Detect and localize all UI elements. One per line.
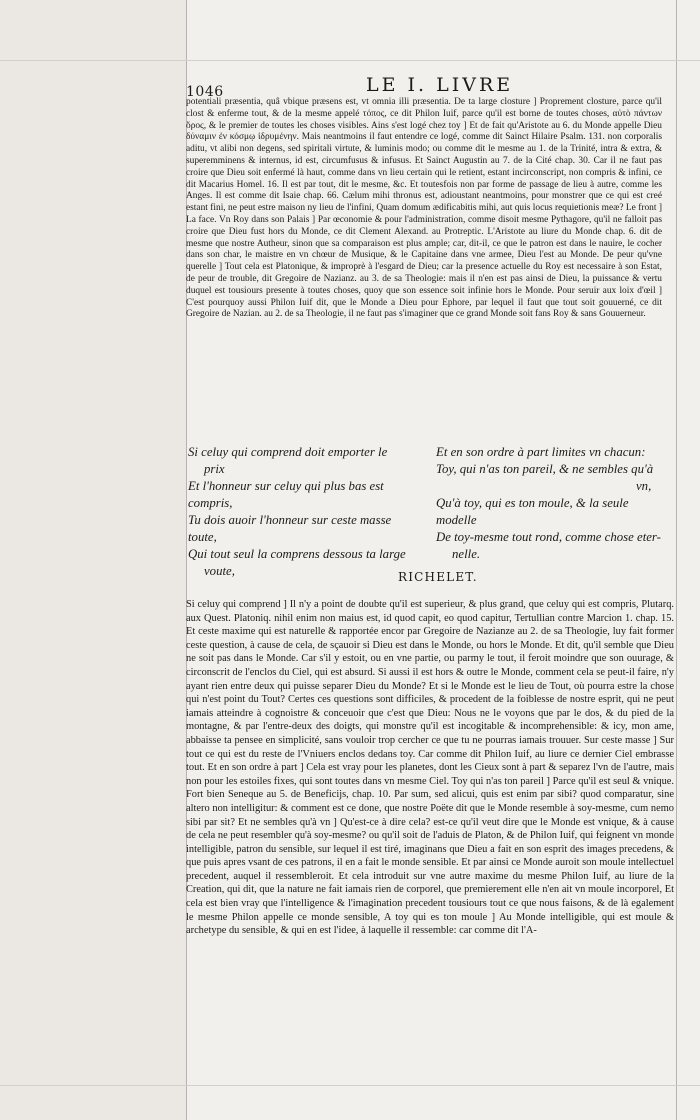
commentary-paragraph: potentiali præsentia, quâ vbique præsens est, vt omnia illi præsentia. De ta large closture ] Proprement closture, parce qu'il clost & enferme tout, & de la mesme appelé τόπος, ce dit Philon Iuif, parce qu'il est borne de toutes choses, αὐτὸ πάντων ὅρος, & le premier de toutes les choses visibles. Ains s'est logé chez toy ] Et de fait qu'Aristote au 6. du Monde appelle Dieu δύναμιν ἐν κόσμῳ ἱδρυμένην. Mais neantmoins il faut entendre ce logé, comme dit Sainct Hilaire Psalm. 131. non corporalis aditu, vt alibi non degens, sed spiritali virtute, & luminis modo; ou comme dit le mesme au 1. de la Trinité, intra & extra, & superemminens & internus, id est, circumfusus & infusus. Et Sainct Augustin au 7. de la Cité chap. 30. Car il ne faut pas croire que Dieu soit enfermé là haut, comme dans vn lieu certain qui le retient, estant incirconscript, non compris & infini, ce dit Macarius Homel. 16. Il est par tout, dit le mesme, &c. Et toutesfois non par forme de passage de lieu à autre, comme les Anges. Il est comme dit Isaie chap. 66. Cælum mihi thronus est, adioustant neantmoins, pour monstrer que ce qui est creé estant fini, ne peut estre maison ny lieu de l'infini, Quam domum ædificabitis mihi, aut quis locus requietionis meæ? Le front ] La face. Vn Roy dans son Palais ] Par œconomie & pour l'administration, comme disoit mesme Pythagore, qu'il ne falloit pas croire que Dieu fust hors du Monde, ce dit Clement Alexand. au Protreptic. L'Aristote au liure du Monde chap. 6. dit de mesme que nostre Autheur, sinon que sa comparaison est plus ample; car, dit-il, ce que le patron est dans le nauire, le cocher dans son char, le maistre en vn chœur de Musique, & le Capitaine dans vne armee, Dieu l'est au Monde. De peur qu'vne querelle ] Tout cela est Platonique, & improprè à l'esgard de Dieu; car la presence actuelle du Roy est necessaire à son Estat, de peur de trouble, dit Gregoire de Nazianz. au 3. de sa Theologie: mais il n'en est pas ainsi de Dieu, la puissance & vertu duquel est tousiours presente à toutes choses, quoy que son essence soit infinie hors le Monde. Pour seruir aux loix d'œil ] C'est pourquoy aussi Philon Iuif dit, que le Monde a Dieu pour Ephore, par lequel il faut que tout soit gouuerné, ce dit Gregoire de Nazian. au 2. de sa Theologie, il ne faut pas s'imaginer que ce grand Monde soit fans Roy & sans Gouuerneur. [186, 97, 662, 320]
verse-line: Toy, qui n'as ton pareil, & ne sembles qu'à [436, 462, 654, 476]
left-margin [0, 0, 187, 1120]
verse-line: nelle. [452, 547, 481, 561]
ruling-line [0, 1085, 700, 1086]
commentary-bottom [186, 598, 674, 938]
verse-line: Si celuy qui comprend doit emporter le [188, 445, 388, 459]
verse-line: prix [204, 462, 225, 476]
running-head: LE I. LIVRE [366, 74, 514, 96]
verse-line: De toy-mesme tout rond, comme chose eter- [436, 530, 661, 544]
commentary-top [186, 97, 662, 321]
verse-line: Qu'à toy, qui es ton moule, & la seule modelle [436, 496, 629, 527]
verse-line: Et en son ordre à part limites vn chacun: [436, 445, 646, 459]
verse-left-column [188, 444, 420, 580]
verse-line: voute, [204, 564, 235, 578]
verse-line: Tu dois auoir l'honneur sur ceste masse toute, [188, 513, 392, 544]
ruling-line [676, 0, 677, 1120]
page-number: 1046 [186, 84, 224, 100]
verse-line: vn, [636, 479, 652, 493]
verse-line: Qui tout seul la comprens dessous ta large [188, 547, 406, 561]
verse-line: Et l'honneur sur celuy qui plus bas est compris, [188, 479, 384, 510]
verse-right-column [436, 444, 672, 563]
section-title: RICHELET. [398, 570, 478, 584]
commentary-paragraph: Si celuy qui comprend ] Il n'y a point de doubte qu'il est superieur, & plus grand, que celuy qui est compris, Plutarq. aux Quest. Platoniq. nihil enim non maius est, id quod capit, eo quod capitur, Tertullian contre Marcion 1. chap. 15. Et ceste maxime qui est naturelle & rapportée encor par Gregoire de Nazianze au 2. de sa Theologie, luy fait former ceste question, à cause de cela, de sçauoir si Dieu est dans le Monde, ou hors le Monde. Et dit, qu'il semble que Dieu ne soit pas dans le Monde. Car s'il y estoit, ou en vne partie, ou parmy le tout, il feroit moindre que son ouurage, & circonscrit de l'enclos du Ciel, qui est absurd. Si aussi il est hors & outre le Monde, comment cela se peut-il faire, n'y ayant rien entre deux qui puisse separer Dieu du Monde? Et si le Monde est le lieu de Tout, où pourra estre la chose qui n'est point du Tout? Certes ces questions sont difficiles, & procedent de la foiblesse de nostre esprit, qui ne peut iamais atteindre à cognoistre & conceuoir que c'est que Dieu: Nous ne le voyons que par le dos, & du pied de la montagne, & par l'entre-deux des doigts, qui monstre qu'il est incogitable & incomprehensible: & icy, mon ame, abbaisse ta pensee en simplicité, sans vouloir trop cercher ce que tu ne pourras iamais trouuer. Sur ceste masse ] Sur tout ce qui est du reste de l'Vniuers enclos dedans toy. Car comme dit Philon Iuif, au liure ce dernier Ciel embrasse tout. Et en son ordre à part ] Cela est vray pour les planetes, dont les Cieux sont à part & separez l'vn de l'autre, mais non pour les estoiles fixes, qui sont toutes dans vn mesme Ciel. Toy qui n'as ton pareil ] Parce qu'il est seul & vnique. Fort bien Seneque au 5. de Beneficijs, chap. 10. Par sum, sed alicui, quis est enim par sibi? quod comparatur, sine altero non intelligitur: & comment est ce done, que nostre Poëte dit que le Monde resemble à soy-mesme, cum nemo sibi par sit? Et ne sembles qu'à vn ] Qu'est-ce à dire cela? est-ce qu'il veut dire que le Monde est vnique, & à cause de cela ne peut resembler qu'à soy-mesme? ou qu'il soit de l'aduis de Platon, & de Philon Iuif, qui feignent vn monde intelligible, patron du sensible, sur lequel il est tiré, imaginans que Dieu a fait en son esprit des images precedens, & que puis apres vsant de ces patrons, il en a fait le monde sensible. Et par ainsi ce Monde auroit son moule intellectuel precedent, auquel il ressembleroit. Et cela introduit sur vne autre maxime du mesme Philon Iuif, au liure de la Creation, qui dit, que la nature ne fait iamais rien de corporel, que premierement elle n'en ait vn moule incorporel, Et cela est bien vray que l'intelligence & l'imagination precedent tousiours tout ce que nous faisons, & de là egalement le mesme Philon appelle ce monde sensible, A toy qui es ton moule ] Au Monde intelligible, qui est moule & archetype du sensible, & qui en est l'idee, à laquelle il ressemble: car comme dit l'A- [186, 599, 674, 937]
ruling-line [0, 60, 700, 61]
